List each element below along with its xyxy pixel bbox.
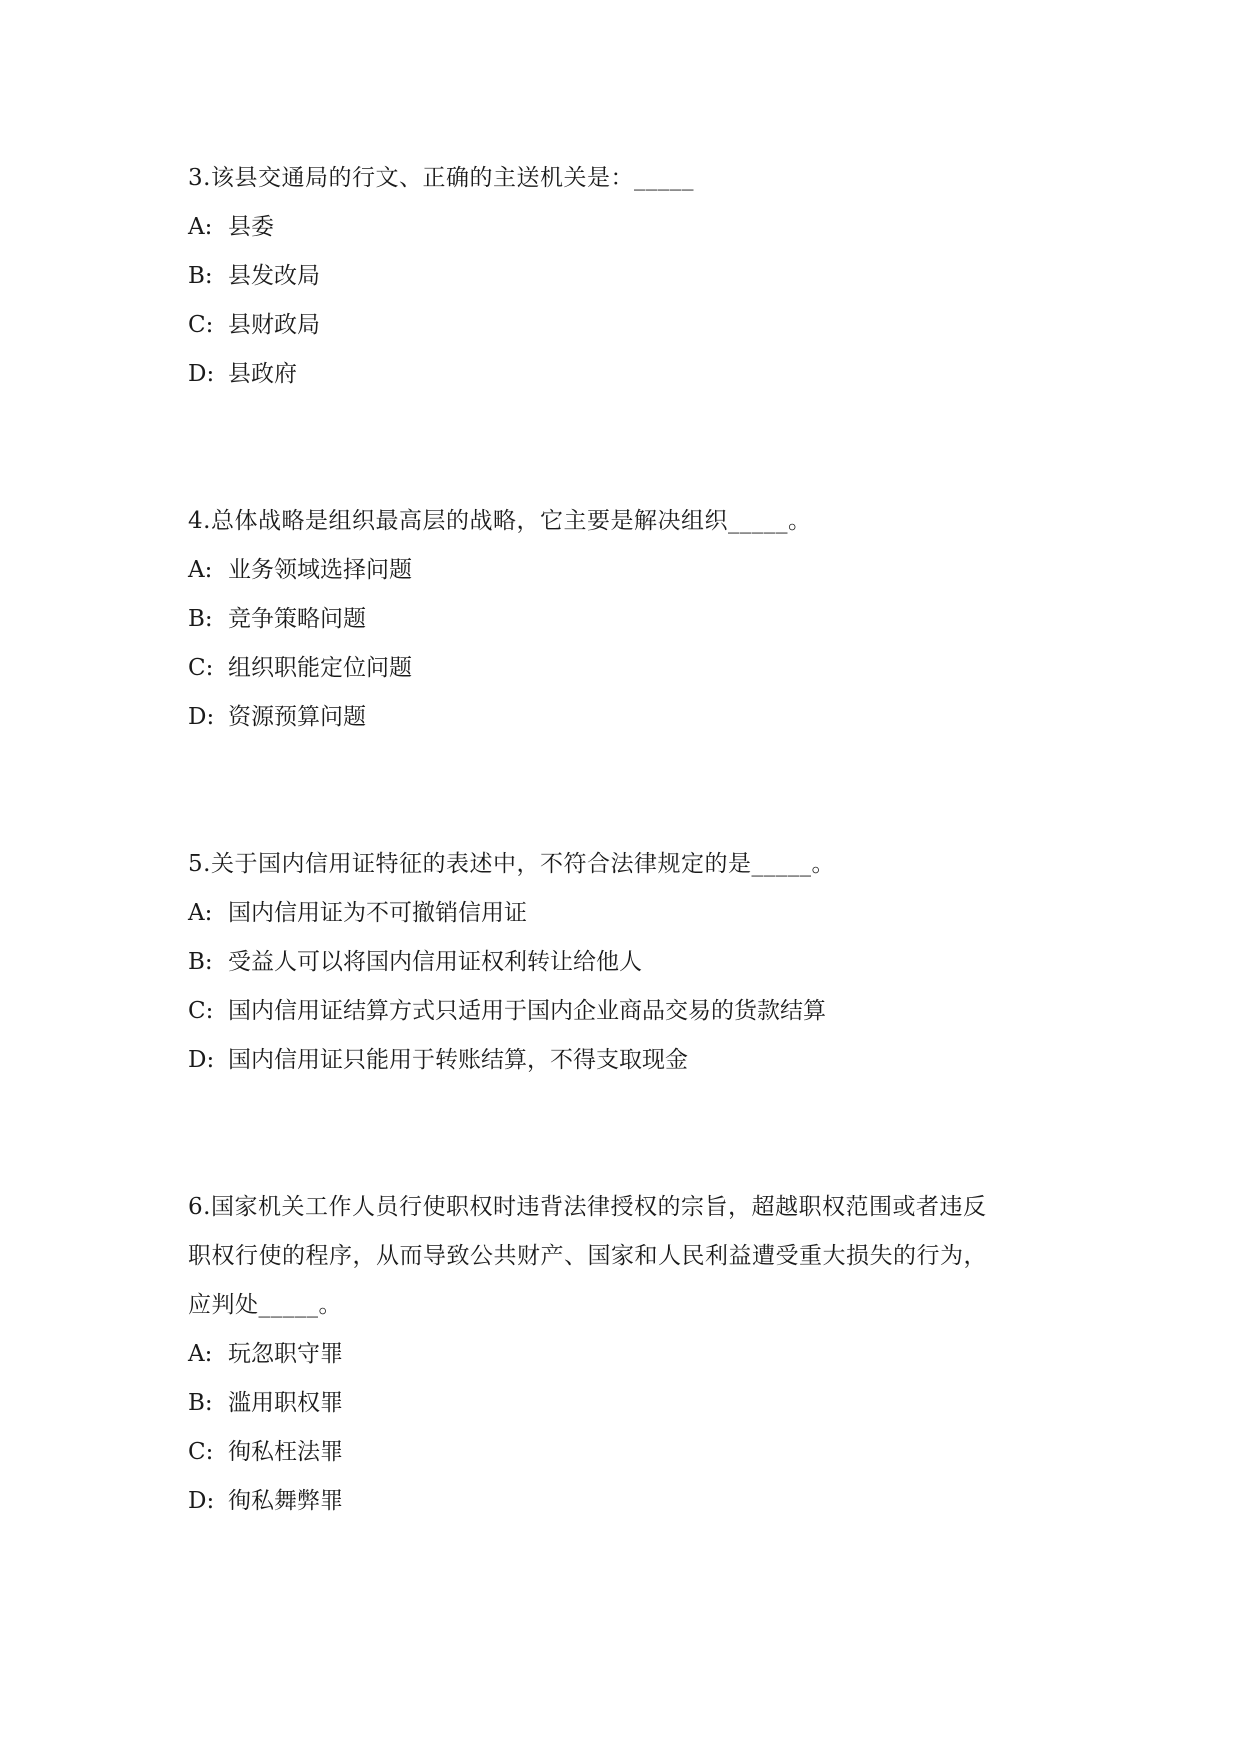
option-text: 县政府	[228, 361, 297, 387]
option-letter: B:	[188, 1390, 213, 1416]
option-letter: C:	[188, 1439, 214, 1465]
option-letter: A:	[188, 900, 213, 926]
option-text: 县委	[228, 214, 274, 240]
option-text: 竞争策略问题	[228, 606, 366, 632]
option-text: 国内信用证结算方式只适用于国内企业商品交易的货款结算	[228, 998, 826, 1024]
option-d	[188, 1477, 1068, 1526]
option-c	[188, 301, 1068, 350]
option-text: 国内信用证只能用于转账结算，不得支取现金	[228, 1047, 688, 1073]
option-letter: B:	[188, 949, 213, 975]
option-letter: D:	[188, 1488, 215, 1514]
option-letter: D:	[188, 1047, 215, 1073]
question-stem-line: 职权行使的程序，从而导致公共财产、国家和人民利益遭受重大损失的行为，	[188, 1243, 987, 1269]
option-text: 组织职能定位问题	[228, 655, 412, 681]
option-a	[188, 889, 1068, 938]
option-text: 资源预算问题	[228, 704, 366, 730]
option-d	[188, 1036, 1068, 1085]
question-5	[188, 840, 1068, 1085]
option-letter: D:	[188, 704, 215, 730]
option-c	[188, 987, 1068, 1036]
option-c	[188, 644, 1068, 693]
question-6	[188, 1183, 1068, 1526]
option-a	[188, 546, 1068, 595]
option-text: 徇私枉法罪	[228, 1439, 343, 1465]
question-stem: 5.关于国内信用证特征的表述中，不符合法律规定的是_____。	[188, 851, 835, 877]
question-stem-line: 6.国家机关工作人员行使职权时违背法律授权的宗旨，超越职权范围或者违反	[188, 1194, 987, 1220]
question-stem: 3.该县交通局的行文、正确的主送机关是：_____	[188, 165, 694, 191]
option-text: 滥用职权罪	[228, 1390, 343, 1416]
option-a	[188, 203, 1068, 252]
option-b	[188, 252, 1068, 301]
option-letter: A:	[188, 1341, 213, 1367]
option-a	[188, 1330, 1068, 1379]
question-4	[188, 497, 1068, 742]
option-letter: A:	[188, 557, 213, 583]
option-letter: C:	[188, 312, 214, 338]
option-letter: D:	[188, 361, 215, 387]
option-b	[188, 595, 1068, 644]
option-d	[188, 350, 1068, 399]
option-letter: C:	[188, 998, 214, 1024]
option-text: 玩忽职守罪	[228, 1341, 343, 1367]
option-b	[188, 938, 1068, 987]
option-text: 国内信用证为不可撤销信用证	[228, 900, 527, 926]
option-b	[188, 1379, 1068, 1428]
option-c	[188, 1428, 1068, 1477]
option-text: 县发改局	[228, 263, 320, 289]
option-text: 业务领域选择问题	[228, 557, 412, 583]
option-letter: B:	[188, 263, 213, 289]
option-letter: B:	[188, 606, 213, 632]
option-text: 县财政局	[228, 312, 320, 338]
option-text: 受益人可以将国内信用证权利转让给他人	[228, 949, 642, 975]
question-3	[188, 154, 1068, 399]
question-stem-line: 应判处_____。	[188, 1292, 342, 1318]
option-letter: A:	[188, 214, 213, 240]
option-letter: C:	[188, 655, 214, 681]
option-text: 徇私舞弊罪	[228, 1488, 343, 1514]
question-stem: 4.总体战略是组织最高层的战略，它主要是解决组织_____。	[188, 508, 812, 534]
option-d	[188, 693, 1068, 742]
